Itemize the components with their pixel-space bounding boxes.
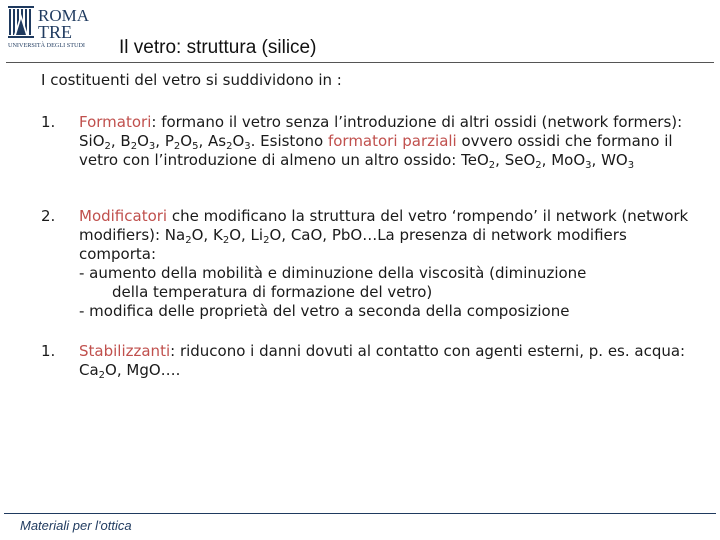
slide-title: Il vetro: struttura (silice) xyxy=(119,37,317,58)
modifier-effect-1: - aumento della mobilità e diminuzione della viscosità (diminuzione xyxy=(79,264,587,282)
footer-text: Materiali per l'ottica xyxy=(20,518,132,533)
title-divider xyxy=(6,62,714,63)
list-number: 2. xyxy=(41,207,56,225)
roma-tre-logo xyxy=(6,4,108,50)
list-item-body: Formatori: formano il vetro senza l’introduzione di altri ossidi (network formers): SiO$_2$, $B_2O_3$, $P_2O_5$, $As_2O_3$. Esistono formatori parziali ovvero ossidi che formano il vetro con l’introduzione di almeno un altro ossido: TeO$_2$, SeO$_2$, MoO$_3$, $WO_3$ xyxy=(79,113,683,171)
footer-divider xyxy=(4,513,716,514)
intro-text: I costituenti del vetro si suddividono in : xyxy=(41,71,342,89)
list-item-body: Stabilizzanti: riducono i danni dovuti al contatto con agenti esterni, p. es. acqua: $Ca_2O$, MgO…. xyxy=(79,342,686,381)
modifier-effect-1-cont: della temperatura di formazione del vetro) xyxy=(112,283,433,301)
svg-text:TRE: TRE xyxy=(38,22,72,42)
list-number: 1. xyxy=(41,113,56,131)
svg-text:ROMA: ROMA xyxy=(38,6,90,25)
svg-text:UNIVERSITÀ DEGLI STUDI: UNIVERSITÀ DEGLI STUDI xyxy=(8,42,85,49)
list-item-body: Modificatori che modificano la struttura del vetro ‘rompendo’ il network (network modifiers): $Na_2O$, $K_2O$, $Li_2O$, CaO, PbO…La presenza di network modifiers comporta: - aumento della mobilità e diminuzione della viscosità (diminuzione della temperatura di formazione del vetro) - modifica delle proprietà del vetro a seconda della composizione xyxy=(79,207,689,320)
modifier-effect-2: - modifica delle proprietà del vetro a seconda della composizione xyxy=(79,302,570,320)
list-number: 1. xyxy=(41,342,56,360)
